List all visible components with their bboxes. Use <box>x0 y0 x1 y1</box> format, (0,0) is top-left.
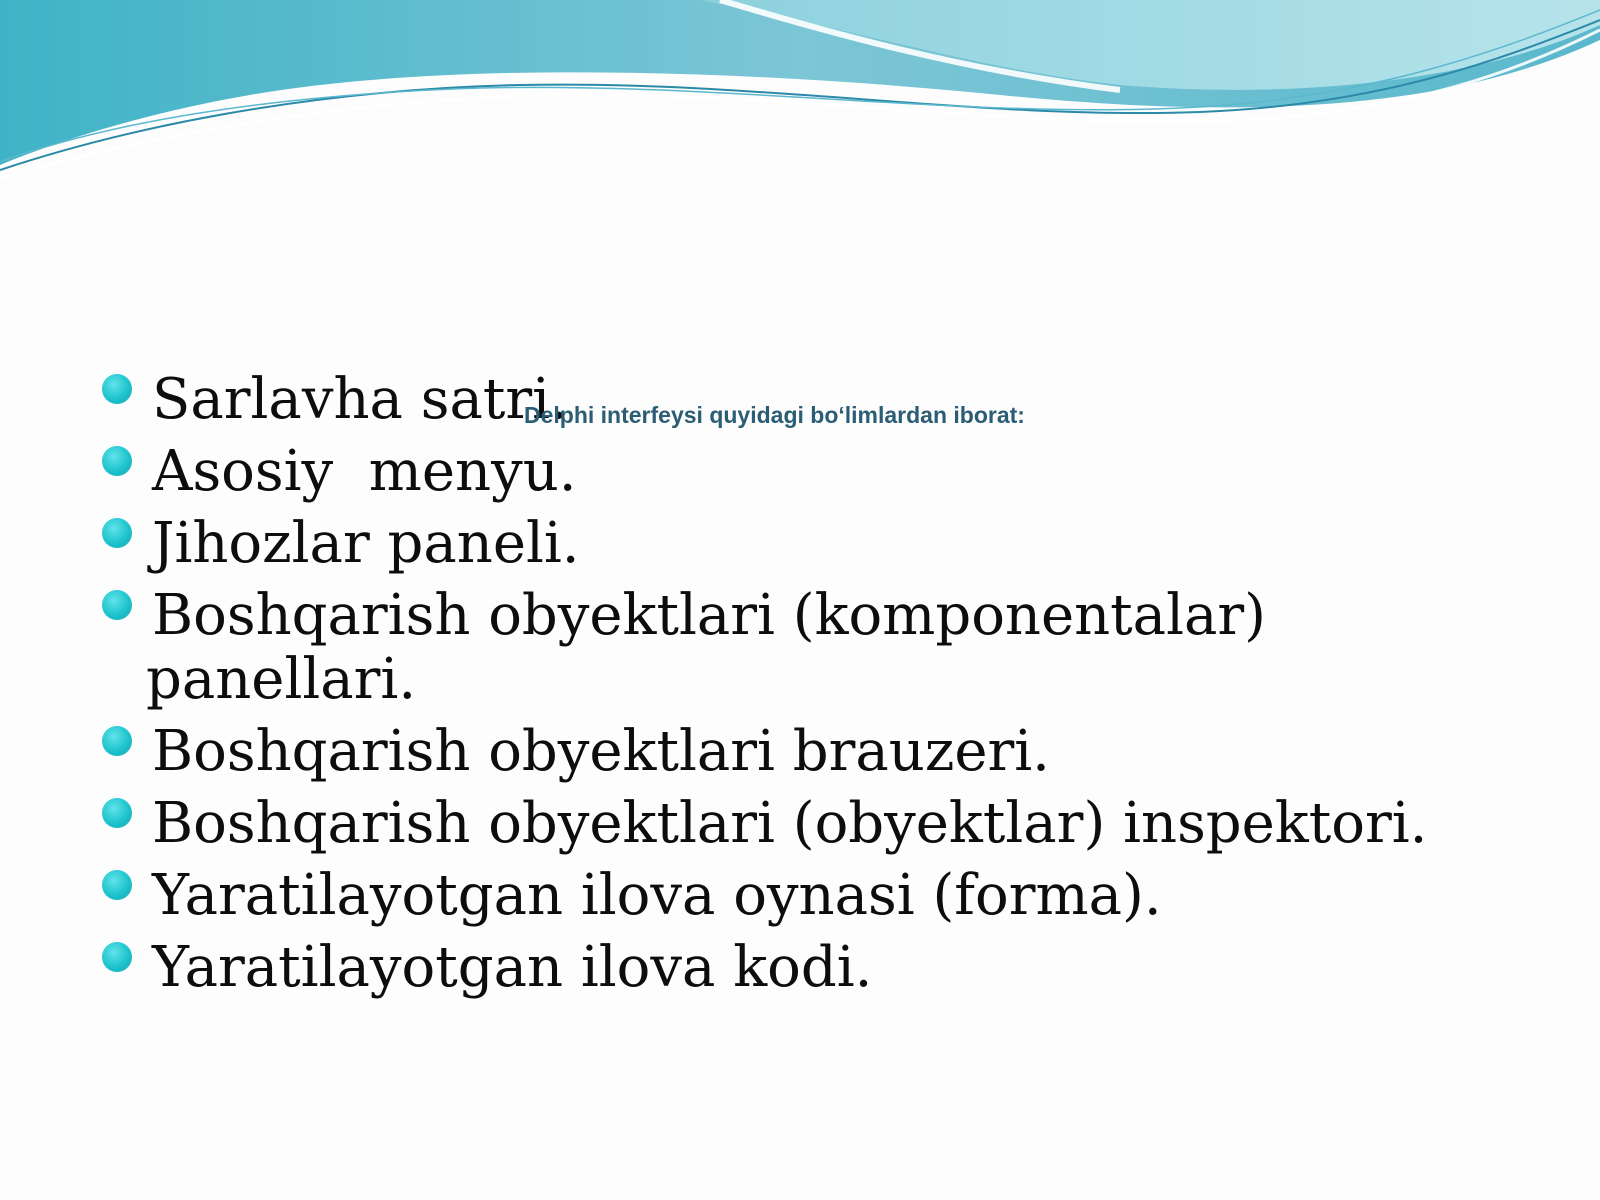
list-item-text: Yaratilayotgan ilova kodi. <box>152 935 873 1000</box>
list-item <box>100 936 1560 1000</box>
bullet-dot-icon <box>102 870 132 900</box>
list-item <box>100 512 1560 576</box>
list-item <box>100 440 1560 504</box>
bullet-dot-icon <box>102 374 132 404</box>
list-item <box>100 864 1560 928</box>
bullet-dot-icon <box>102 518 132 548</box>
bullet-dot-icon <box>102 446 132 476</box>
bullet-dot-icon <box>102 590 132 620</box>
list-item-text: Boshqarish obyektlari (obyektlar) inspektori. <box>152 791 1428 856</box>
list-item-text-continuation: panellari. <box>146 647 417 712</box>
list-item-text: Yaratilayotgan ilova oynasi (forma). <box>152 863 1162 928</box>
list-item-text: Jihozlar paneli. <box>152 511 580 576</box>
list-item-text: Boshqarish obyektlari (komponentalar) <box>152 583 1266 648</box>
bullet-dot-icon <box>102 798 132 828</box>
list-item-text: Boshqarish obyektlari brauzeri. <box>152 719 1050 784</box>
list-item <box>100 720 1560 784</box>
list-item <box>100 792 1560 856</box>
list-item-text: Asosiy menyu. <box>152 439 577 504</box>
bullet-dot-icon <box>102 726 132 756</box>
list-item <box>100 584 1560 712</box>
bullet-list <box>100 368 1560 1008</box>
slide-title: Delphi interfeysi quyidagi bo‘limlardan iborat: <box>524 402 1025 428</box>
list-item-text: Sarlavha satri. <box>152 367 568 432</box>
header-wave-decoration <box>0 0 1600 200</box>
bullet-dot-icon <box>102 942 132 972</box>
